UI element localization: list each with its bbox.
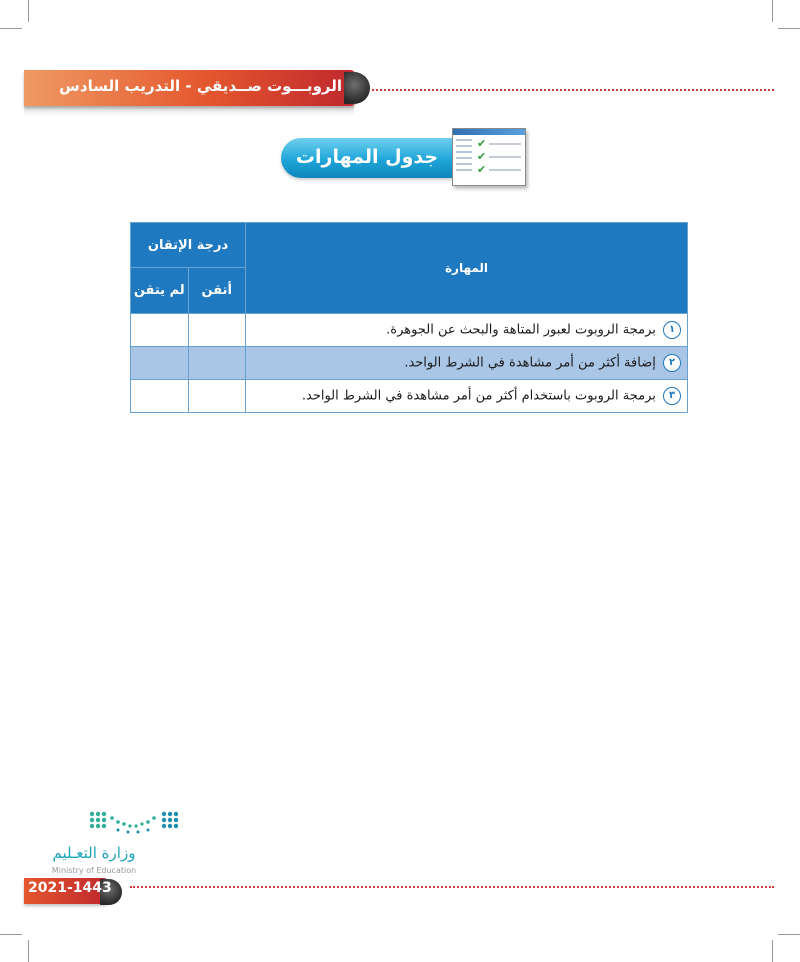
skill-text: برمجة الروبوت باستخدام أكثر من أمر مشاهدة في الشرط الواحد. — [301, 388, 656, 404]
page-number: 2021-1443 — [28, 880, 112, 896]
header-dotted-rule — [372, 89, 774, 91]
crop-mark — [28, 940, 29, 962]
crop-mark — [778, 28, 800, 29]
not-mastered-checkbox-cell[interactable] — [131, 380, 189, 413]
row-number-badge: ٣ — [663, 387, 681, 405]
crop-mark — [0, 934, 22, 935]
skills-table — [130, 222, 688, 413]
lesson-title: الروبـــوت صــديقي - التدريب السادس — [59, 77, 342, 95]
crop-mark — [772, 940, 773, 962]
not-mastered-column-header: لم يتقن — [131, 268, 189, 314]
row-number-badge: ٢ — [663, 354, 681, 372]
mastered-checkbox-cell[interactable] — [188, 314, 246, 347]
crop-mark — [28, 0, 29, 22]
crop-mark — [778, 934, 800, 935]
header-banner — [24, 70, 356, 106]
mastered-checkbox-cell[interactable] — [188, 380, 246, 413]
checklist-window-icon: ✔ ✔ ✔ — [452, 128, 526, 186]
crop-mark — [0, 28, 22, 29]
ministry-logo-icon — [88, 810, 180, 838]
ministry-name-english: Ministry of Education — [51, 866, 137, 875]
mastered-column-header: أتقن — [188, 268, 246, 314]
ministry-name-arabic: وزارة التعـليم — [52, 844, 136, 862]
table-row — [131, 314, 688, 347]
not-mastered-checkbox-cell[interactable] — [131, 347, 189, 380]
table-row — [131, 347, 688, 380]
skill-text: إضافة أكثر من أمر مشاهدة في الشرط الواحد. — [404, 355, 656, 371]
crop-mark — [772, 0, 773, 22]
section-heading: جدول المهارات — [295, 146, 439, 168]
skill-cell — [246, 314, 688, 347]
skill-cell — [246, 380, 688, 413]
table-row — [131, 380, 688, 413]
header-banner-cap — [344, 72, 370, 104]
mastery-column-header: درجة الإتقان — [131, 223, 246, 268]
skill-column-header: المهارة — [246, 223, 688, 314]
skill-cell — [246, 347, 688, 380]
section-heading-pill — [281, 138, 471, 178]
row-number-badge: ١ — [663, 321, 681, 339]
not-mastered-checkbox-cell[interactable] — [131, 314, 189, 347]
mastered-checkbox-cell[interactable] — [188, 347, 246, 380]
footer-dotted-rule — [130, 886, 774, 888]
skill-text: برمجة الروبوت لعبور المتاهة والبحث عن الجوهرة. — [386, 322, 656, 338]
